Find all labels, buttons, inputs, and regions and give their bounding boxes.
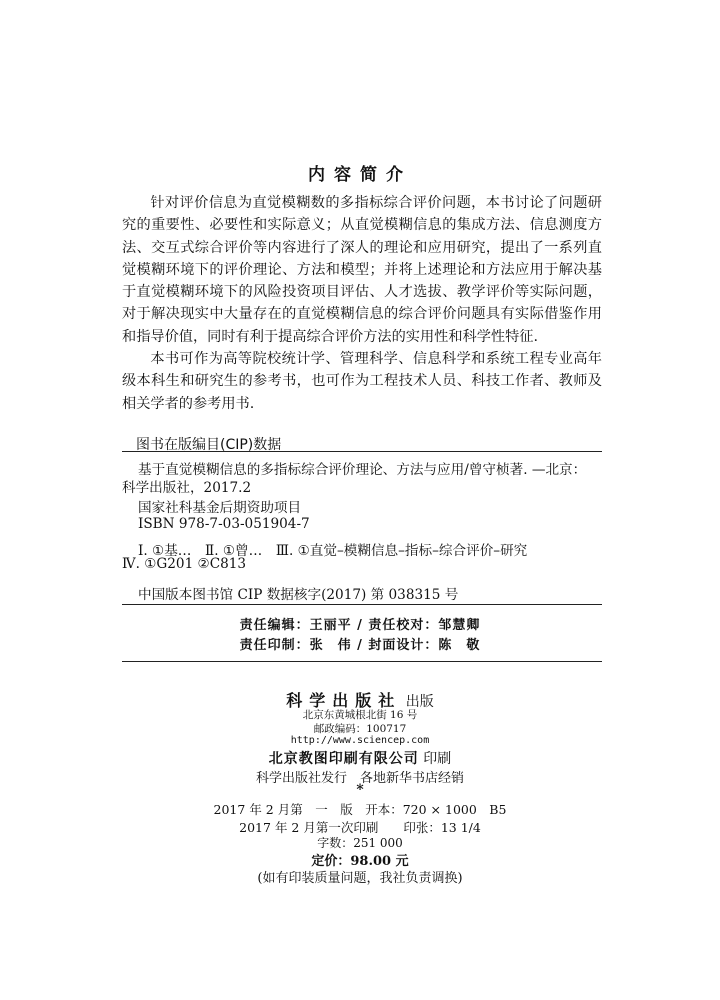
publisher-url: http://www.sciencep.com [290, 735, 430, 746]
printing-line: 2017 年 2 月第一次印刷 印张：13 1/4 [239, 820, 481, 835]
publisher-name: 科学出版社 [286, 691, 402, 710]
divider [122, 661, 602, 662]
price: 定价：98.00 元 [311, 854, 409, 869]
printer-suffix: 印刷 [423, 751, 452, 767]
summary-body [122, 192, 602, 415]
staff-production: 责任印制：张 伟 / 封面设计：陈 敬 [239, 638, 481, 653]
quality-note: (如有印装质量问题，我社负责调换) [257, 871, 463, 886]
cip-line-series: 国家社科基金后期资助项目 [138, 500, 302, 516]
word-count: 字数：251 000 [317, 836, 403, 850]
edition-line: 2017 年 2 月第 一 版 开本：720 × 1000 B5 [213, 802, 507, 817]
printer-name: 北京教图印刷有限公司 [268, 751, 419, 767]
cip-line-isbn: ISBN 978-7-03-051904-7 [138, 516, 310, 532]
publisher-zip: 邮政编码：100717 [313, 723, 407, 735]
summary-paragraph-1: 针对评价信息为直觉模糊数的多指标综合评价问题，本书讨论了问题研究的重要性、必要性和实际意义；从直觉模糊信息的集成方法、信息测度方法、交互式综合评价等内容进行了深人的理论和应用研究，提出了一系列直觉模糊环境下的评价理论、方法和模型；并将上述理论和方法应用于解决基于直觉模糊环境下的风险投资项目评估、人才选拔、教学评价等实际问题，对于解决现实中大量存在的直觉模糊信息的综合评价问题具有实际借鉴作用和指导价值，同时有利于提高综合评价方法的实用性和科学性特征. [122, 195, 602, 345]
cip-line-subjects: Ⅰ. ①基… Ⅱ. ①曾… Ⅲ. ①直觉–模糊信息–指标–综合评价–研究 [138, 543, 528, 559]
cip-line-record-number: 中国版本图书馆 CIP 数据核字(2017) 第 038315 号 [138, 587, 459, 603]
divider [122, 451, 602, 452]
publisher-address: 北京东黄城根北街 16 号 [302, 709, 418, 721]
cip-heading: 图书在版编目(CIP)数据 [136, 437, 282, 453]
printer-line [0, 748, 720, 768]
cip-line-title: 基于直觉模糊信息的多指标综合评价理论、方法与应用/曾守桢著. —北京： [138, 462, 587, 478]
summary-title: 内容简介 [308, 165, 412, 185]
cip-line-classification: Ⅳ. ①G201 ②C813 [122, 556, 247, 572]
summary-paragraph-2: 本书可作为高等院校统计学、管理科学、信息科学和系统工程专业高年级本科生和研究生的参考书，也可作为工程技术人员、科技工作者、教师及相关学者的参考用书. [122, 351, 602, 412]
publisher-suffix: 出版 [405, 694, 434, 710]
divider [122, 604, 602, 605]
distribution-line: 科学出版社发行 各地新华书店经销 [255, 771, 464, 786]
staff-editors: 责任编辑：王丽平 / 责任校对：邹慧卿 [239, 618, 481, 633]
separator-star: * [356, 782, 364, 798]
cip-line-publisher: 科学出版社，2017.2 [122, 480, 252, 496]
